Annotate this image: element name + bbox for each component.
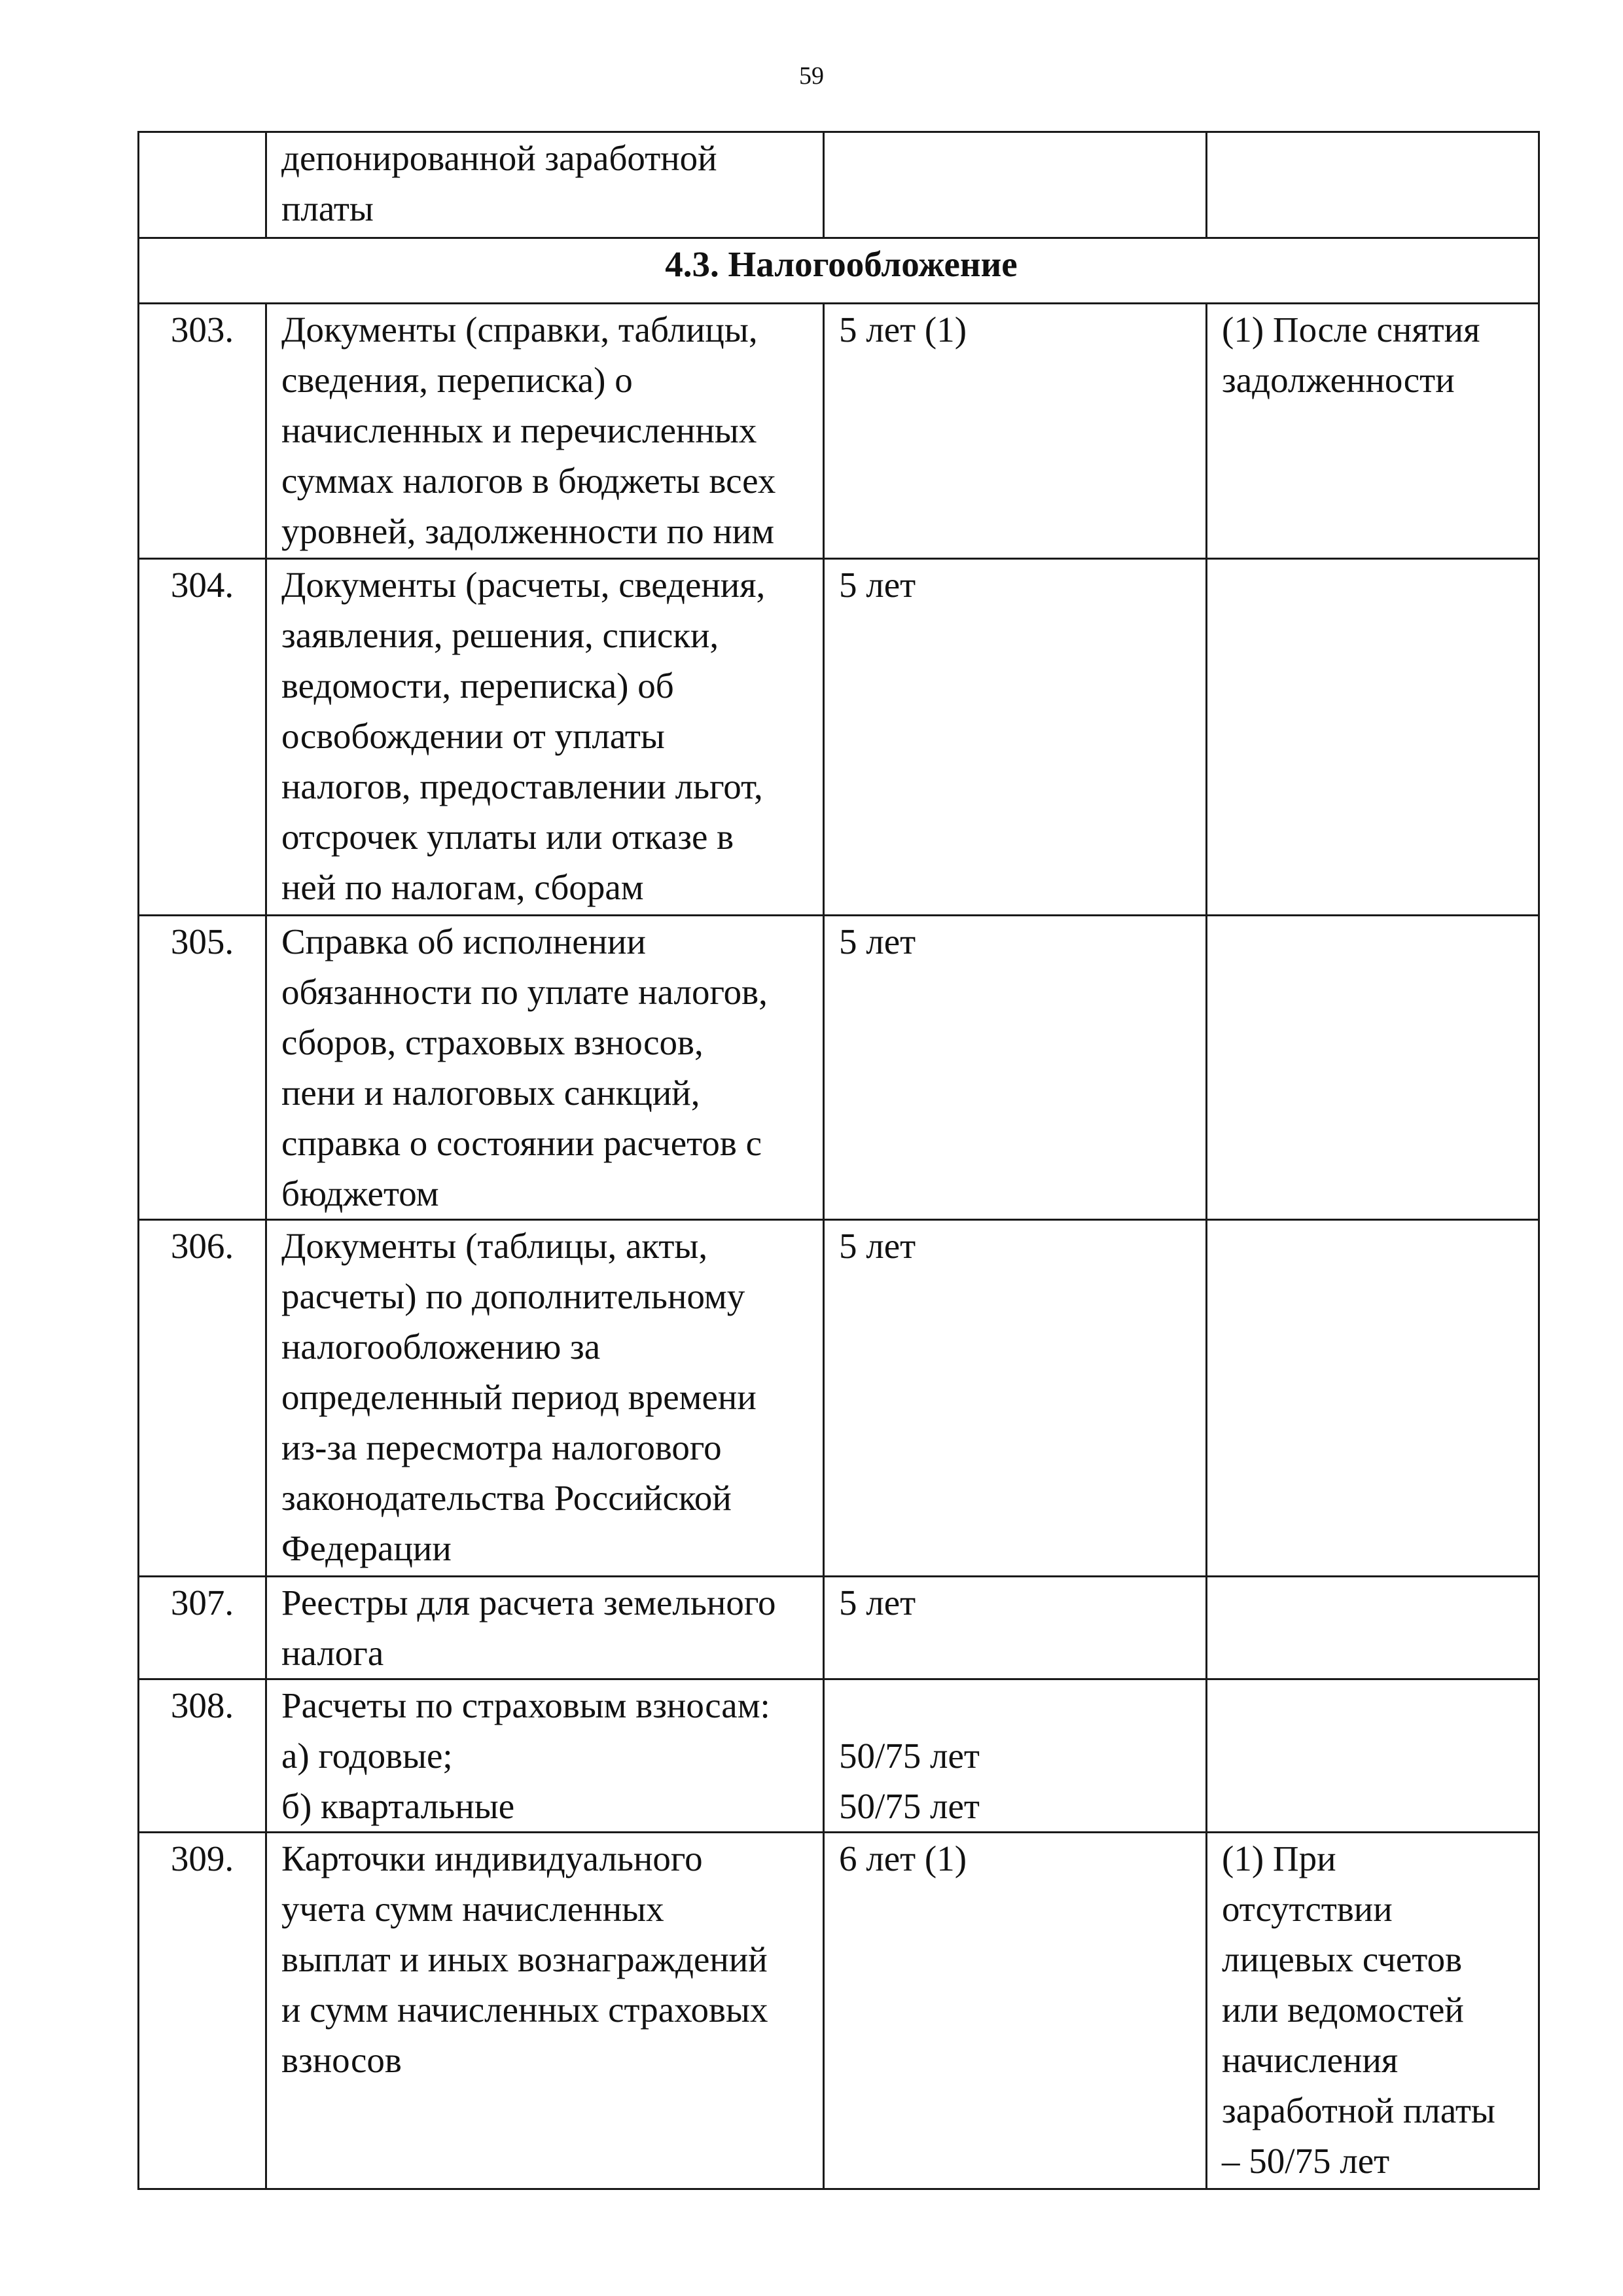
retention-schedule-table — [137, 131, 1540, 2190]
description-line: отсрочек уплаты или отказе в — [281, 817, 734, 857]
table-row — [139, 1220, 1539, 1577]
retention-term: 5 лет — [839, 565, 916, 605]
note-line: заработной платы — [1222, 2090, 1495, 2130]
description-line: депонированной заработной — [281, 138, 717, 178]
description-cell — [266, 1577, 824, 1679]
item-number: 305. — [139, 916, 266, 1220]
description-line: Федерации — [281, 1528, 452, 1568]
description-line: Документы (справки, таблицы, — [281, 310, 758, 350]
description-line: учета сумм начисленных — [281, 1889, 664, 1929]
description-line: Расчеты по страховым взносам: — [281, 1685, 770, 1725]
table-row — [139, 559, 1539, 916]
description-line: законодательства Российской — [281, 1478, 732, 1518]
retention-term: 5 лет (1) — [839, 310, 967, 350]
note-line: – 50/75 лет — [1222, 2141, 1390, 2181]
note-line: задолженности — [1222, 360, 1455, 400]
note-line: (1) После снятия — [1222, 310, 1480, 350]
description-line: бюджетом — [281, 1174, 439, 1213]
note-line: (1) При — [1222, 1839, 1336, 1878]
page-number: 59 — [799, 62, 824, 90]
table-row — [139, 916, 1539, 1220]
note-line: лицевых счетов — [1222, 1939, 1463, 1979]
note-cell — [1207, 1577, 1539, 1679]
retention-term: 50/75 лет — [839, 1736, 980, 1776]
description-line: налогообложению за — [281, 1327, 601, 1367]
term-cell — [824, 1220, 1207, 1577]
note-cell — [1207, 559, 1539, 916]
description-line: взносов — [281, 2040, 402, 2080]
retention-term: 50/75 лет — [839, 1786, 980, 1826]
retention-term: 5 лет — [839, 1583, 916, 1623]
description-line: ведомости, переписка) об — [281, 666, 674, 706]
description-cell — [266, 304, 824, 559]
note-cell — [1207, 132, 1539, 238]
note-cell — [1207, 1679, 1539, 1833]
term-cell — [824, 1577, 1207, 1679]
item-number: 307. — [139, 1577, 266, 1679]
description-line: заявления, решения, списки, — [281, 615, 719, 655]
description-cell — [266, 1679, 824, 1833]
description-line: Карточки индивидуального — [281, 1839, 703, 1878]
table-row — [139, 1577, 1539, 1679]
section-heading: 4.3. Налогообложение — [139, 238, 1539, 304]
note-cell — [1207, 1833, 1539, 2189]
description-line: и сумм начисленных страховых — [281, 1990, 768, 2030]
description-line: обязанности по уплате налогов, — [281, 972, 768, 1012]
description-line: расчеты) по дополнительному — [281, 1276, 745, 1316]
table-row — [139, 304, 1539, 559]
description-line: ней по налогам, сборам — [281, 867, 644, 907]
description-line: из-за пересмотра налогового — [281, 1427, 722, 1467]
description-line: сведения, переписка) о — [281, 360, 633, 400]
note-line: или ведомостей — [1222, 1990, 1464, 2030]
description-line: налога — [281, 1633, 384, 1673]
description-line: б) квартальные — [281, 1786, 515, 1826]
description-line: Документы (таблицы, акты, — [281, 1226, 708, 1266]
term-cell — [824, 559, 1207, 916]
item-number: 304. — [139, 559, 266, 916]
note-cell — [1207, 304, 1539, 559]
table-row-continuation — [139, 132, 1539, 238]
note-line: отсутствии — [1222, 1889, 1393, 1929]
description-cell — [266, 916, 824, 1220]
description-line: Справка об исполнении — [281, 922, 646, 961]
description-line: освобождении от уплаты — [281, 716, 665, 756]
item-number: 308. — [139, 1679, 266, 1833]
description-line: определенный период времени — [281, 1377, 757, 1417]
description-line: пени и налоговых санкций, — [281, 1073, 700, 1113]
note-cell — [1207, 1220, 1539, 1577]
description-line: Реестры для расчета земельного — [281, 1583, 776, 1623]
retention-term: 6 лет (1) — [839, 1839, 967, 1878]
retention-term: 5 лет — [839, 1226, 916, 1266]
description-cell — [266, 1220, 824, 1577]
term-cell — [824, 1833, 1207, 2189]
description-line: начисленных и перечисленных — [281, 410, 757, 450]
item-number: 306. — [139, 1220, 266, 1577]
description-cell — [266, 559, 824, 916]
term-cell — [824, 132, 1207, 238]
term-spacer — [839, 1680, 1196, 1731]
term-cell — [824, 916, 1207, 1220]
table-row — [139, 1833, 1539, 2189]
item-number: 309. — [139, 1833, 266, 2189]
item-number-cell — [139, 132, 266, 238]
retention-term: 5 лет — [839, 922, 916, 961]
description-line: выплат и иных вознаграждений — [281, 1939, 768, 1979]
description-line: сборов, страховых взносов, — [281, 1022, 704, 1062]
note-cell — [1207, 916, 1539, 1220]
description-line: справка о состоянии расчетов с — [281, 1123, 762, 1163]
description-cell — [266, 1833, 824, 2189]
description-line: налогов, предоставлении льгот, — [281, 766, 763, 806]
section-heading-row — [139, 238, 1539, 304]
item-number: 303. — [139, 304, 266, 559]
description-line: а) годовые; — [281, 1736, 453, 1776]
description-cell — [266, 132, 824, 238]
term-cell — [824, 1679, 1207, 1833]
description-line: уровней, задолженности по ним — [281, 511, 775, 551]
note-line: начисления — [1222, 2040, 1399, 2080]
description-line: суммах налогов в бюджеты всех — [281, 461, 776, 501]
term-cell — [824, 304, 1207, 559]
description-line: платы — [281, 188, 374, 228]
description-line: Документы (расчеты, сведения, — [281, 565, 766, 605]
table-row — [139, 1679, 1539, 1833]
